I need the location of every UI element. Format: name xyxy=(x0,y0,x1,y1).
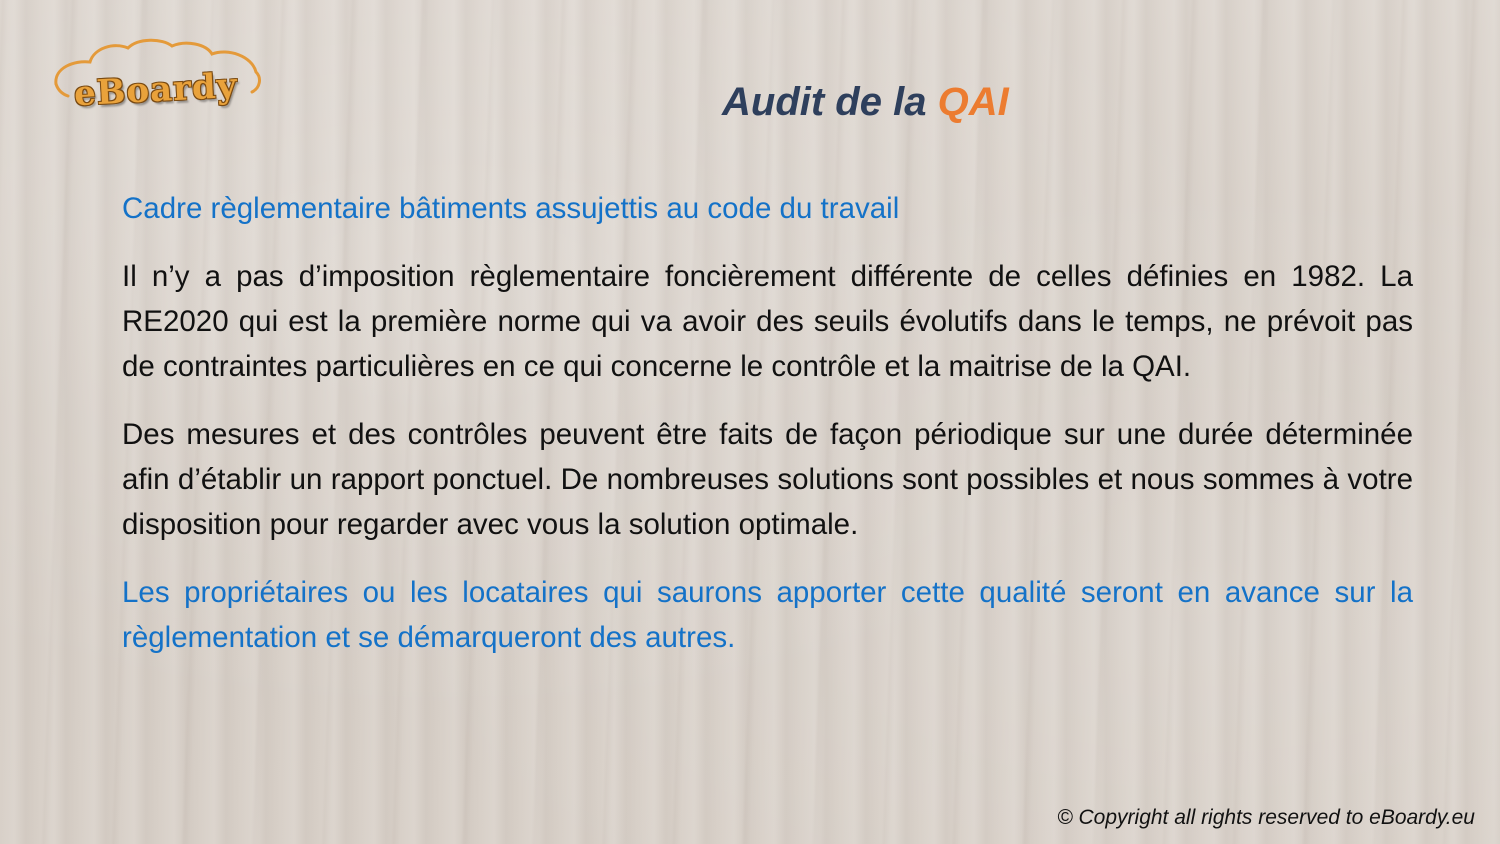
section-subtitle: Cadre règlementaire bâtiments assujettis au code du travail xyxy=(122,192,900,225)
paragraph-regulation: Il n’y a pas d’imposition règlementaire foncièrement différente de celles définies en 1982. La RE2020 qui est la première norme qui va avoir des seuils évolutifs dans le temps, ne prévoit pas de contraintes particulières en ce qui concerne le contrôle et la maitrise de la QAI. xyxy=(122,260,1413,383)
title-accent: QAI xyxy=(937,80,1009,124)
paragraph-conclusion: Les propriétaires ou les locataires qui saurons apporter cette qualité seront en avance sur la règlementation et se démarqueront des autres. xyxy=(122,576,1413,654)
copyright-notice: © Copyright all rights reserved to eBoardy.eu xyxy=(1057,806,1475,829)
page-title xyxy=(0,80,1500,125)
main-content xyxy=(122,186,1413,683)
paragraph-measures: Des mesures et des contrôles peuvent être faits de façon périodique sur une durée déterminée afin d’établir un rapport ponctuel. De nombreuses solutions sont possibles et nous sommes à votre disposition pour regarder avec vous la solution optimale. xyxy=(122,418,1413,541)
logo-text: eBoardy xyxy=(73,65,239,115)
title-prefix: Audit de la xyxy=(722,80,938,124)
